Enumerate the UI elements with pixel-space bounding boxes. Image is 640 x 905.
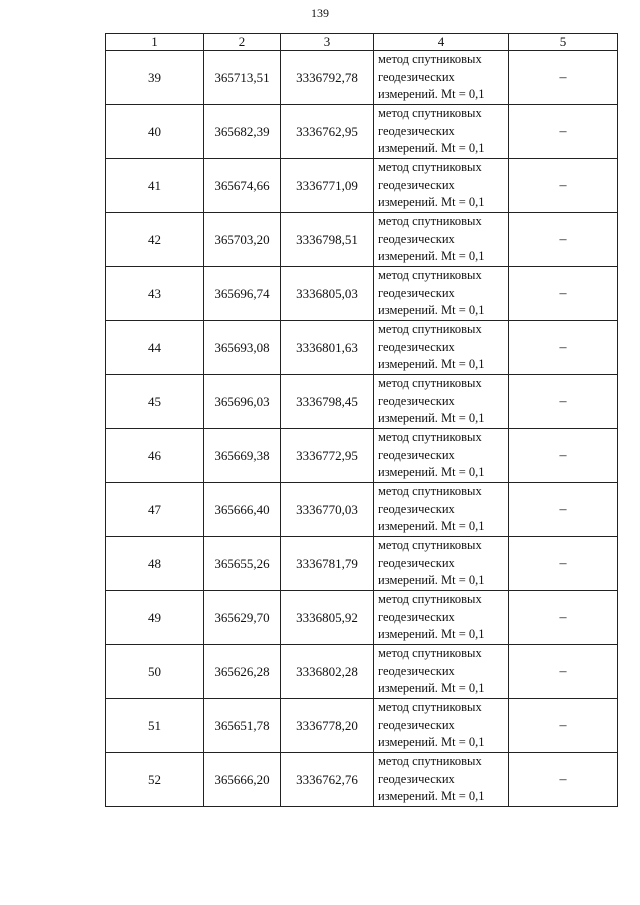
point-number: 51 <box>106 699 204 753</box>
method-cell <box>374 753 509 807</box>
table-row <box>106 537 618 591</box>
coord-x: 365651,78 <box>204 699 281 753</box>
coord-x: 365713,51 <box>204 51 281 105</box>
coord-x: 365666,40 <box>204 483 281 537</box>
method-line-3: измерений. Mt = 0,1 <box>378 465 485 480</box>
coord-x: 365674,66 <box>204 159 281 213</box>
coord-y: 3336801,63 <box>281 321 374 375</box>
method-line-2: геодезических <box>378 69 455 84</box>
method-line-2: геодезических <box>378 285 455 300</box>
table-row <box>106 375 618 429</box>
note-cell: – <box>509 537 618 591</box>
coord-x: 365682,39 <box>204 105 281 159</box>
method-line-1: метод спутниковых <box>378 484 482 499</box>
method-line-1: метод спутниковых <box>378 430 482 445</box>
table-row <box>106 51 618 105</box>
table-row <box>106 591 618 645</box>
method-line-2: геодезических <box>378 555 455 570</box>
note-cell: – <box>509 753 618 807</box>
coord-y: 3336770,03 <box>281 483 374 537</box>
coord-x: 365629,70 <box>204 591 281 645</box>
note-cell: – <box>509 645 618 699</box>
header-col-2: 2 <box>204 34 281 51</box>
table-row <box>106 267 618 321</box>
coord-y: 3336772,95 <box>281 429 374 483</box>
coord-x: 365655,26 <box>204 537 281 591</box>
method-cell <box>374 645 509 699</box>
point-number: 50 <box>106 645 204 699</box>
coord-y: 3336781,79 <box>281 537 374 591</box>
method-line-3: измерений. Mt = 0,1 <box>378 87 485 102</box>
note-cell: – <box>509 105 618 159</box>
note-cell: – <box>509 699 618 753</box>
method-line-1: метод спутниковых <box>378 592 482 607</box>
method-cell <box>374 375 509 429</box>
note-cell: – <box>509 51 618 105</box>
header-col-1: 1 <box>106 34 204 51</box>
coord-x: 365696,74 <box>204 267 281 321</box>
coord-x: 365666,20 <box>204 753 281 807</box>
table-row <box>106 213 618 267</box>
table-row <box>106 699 618 753</box>
method-cell <box>374 267 509 321</box>
method-cell <box>374 591 509 645</box>
method-cell <box>374 105 509 159</box>
method-cell <box>374 213 509 267</box>
method-line-2: геодезических <box>378 393 455 408</box>
coord-x: 365696,03 <box>204 375 281 429</box>
method-line-1: метод спутниковых <box>378 52 482 67</box>
method-cell <box>374 699 509 753</box>
coord-y: 3336778,20 <box>281 699 374 753</box>
coord-y: 3336762,76 <box>281 753 374 807</box>
coord-y: 3336805,92 <box>281 591 374 645</box>
method-line-1: метод спутниковых <box>378 214 482 229</box>
table-row <box>106 753 618 807</box>
point-number: 40 <box>106 105 204 159</box>
method-line-3: измерений. Mt = 0,1 <box>378 411 485 426</box>
coord-x: 365703,20 <box>204 213 281 267</box>
coord-y: 3336792,78 <box>281 51 374 105</box>
coord-y: 3336762,95 <box>281 105 374 159</box>
method-line-3: измерений. Mt = 0,1 <box>378 519 485 534</box>
method-line-3: измерений. Mt = 0,1 <box>378 627 485 642</box>
method-line-2: геодезических <box>378 663 455 678</box>
method-line-3: измерений. Mt = 0,1 <box>378 681 485 696</box>
coord-y: 3336805,03 <box>281 267 374 321</box>
method-line-2: геодезических <box>378 447 455 462</box>
method-cell <box>374 51 509 105</box>
coord-x: 365669,38 <box>204 429 281 483</box>
method-cell <box>374 483 509 537</box>
note-cell: – <box>509 267 618 321</box>
method-cell <box>374 159 509 213</box>
note-cell: – <box>509 321 618 375</box>
point-number: 42 <box>106 213 204 267</box>
note-cell: – <box>509 375 618 429</box>
point-number: 39 <box>106 51 204 105</box>
method-line-1: метод спутниковых <box>378 268 482 283</box>
method-line-3: измерений. Mt = 0,1 <box>378 195 485 210</box>
point-number: 44 <box>106 321 204 375</box>
coord-y: 3336798,45 <box>281 375 374 429</box>
note-cell: – <box>509 159 618 213</box>
table-row <box>106 483 618 537</box>
page-number: 139 <box>311 6 329 20</box>
coord-y: 3336798,51 <box>281 213 374 267</box>
note-cell: – <box>509 483 618 537</box>
table-header <box>106 34 618 51</box>
point-number: 46 <box>106 429 204 483</box>
table-row <box>106 429 618 483</box>
method-line-1: метод спутниковых <box>378 700 482 715</box>
method-line-2: геодезических <box>378 501 455 516</box>
method-line-1: метод спутниковых <box>378 538 482 553</box>
method-line-1: метод спутниковых <box>378 160 482 175</box>
method-line-1: метод спутниковых <box>378 646 482 661</box>
method-line-1: метод спутниковых <box>378 106 482 121</box>
coord-x: 365626,28 <box>204 645 281 699</box>
point-number: 52 <box>106 753 204 807</box>
header-col-3: 3 <box>281 34 374 51</box>
method-line-3: измерений. Mt = 0,1 <box>378 735 485 750</box>
header-row <box>106 34 618 51</box>
method-line-1: метод спутниковых <box>378 322 482 337</box>
method-line-3: измерений. Mt = 0,1 <box>378 141 485 156</box>
coord-y: 3336771,09 <box>281 159 374 213</box>
method-line-2: геодезических <box>378 717 455 732</box>
point-number: 45 <box>106 375 204 429</box>
method-line-3: измерений. Mt = 0,1 <box>378 789 485 804</box>
coord-x: 365693,08 <box>204 321 281 375</box>
method-cell <box>374 321 509 375</box>
method-line-1: метод спутниковых <box>378 376 482 391</box>
method-line-2: геодезических <box>378 177 455 192</box>
method-line-2: геодезических <box>378 231 455 246</box>
coordinates-table <box>105 33 618 807</box>
table-row <box>106 105 618 159</box>
table-row <box>106 645 618 699</box>
coord-y: 3336802,28 <box>281 645 374 699</box>
method-cell <box>374 429 509 483</box>
note-cell: – <box>509 429 618 483</box>
point-number: 47 <box>106 483 204 537</box>
point-number: 43 <box>106 267 204 321</box>
table-row <box>106 159 618 213</box>
method-line-3: измерений. Mt = 0,1 <box>378 249 485 264</box>
method-line-1: метод спутниковых <box>378 754 482 769</box>
note-cell: – <box>509 591 618 645</box>
method-line-3: измерений. Mt = 0,1 <box>378 303 485 318</box>
method-cell <box>374 537 509 591</box>
point-number: 48 <box>106 537 204 591</box>
method-line-2: геодезических <box>378 771 455 786</box>
method-line-3: измерений. Mt = 0,1 <box>378 357 485 372</box>
header-col-5: 5 <box>509 34 618 51</box>
method-line-3: измерений. Mt = 0,1 <box>378 573 485 588</box>
method-line-2: геодезических <box>378 123 455 138</box>
table-body <box>106 51 618 807</box>
point-number: 41 <box>106 159 204 213</box>
header-col-4: 4 <box>374 34 509 51</box>
point-number: 49 <box>106 591 204 645</box>
note-cell: – <box>509 213 618 267</box>
method-line-2: геодезических <box>378 339 455 354</box>
table-row <box>106 321 618 375</box>
method-line-2: геодезических <box>378 609 455 624</box>
